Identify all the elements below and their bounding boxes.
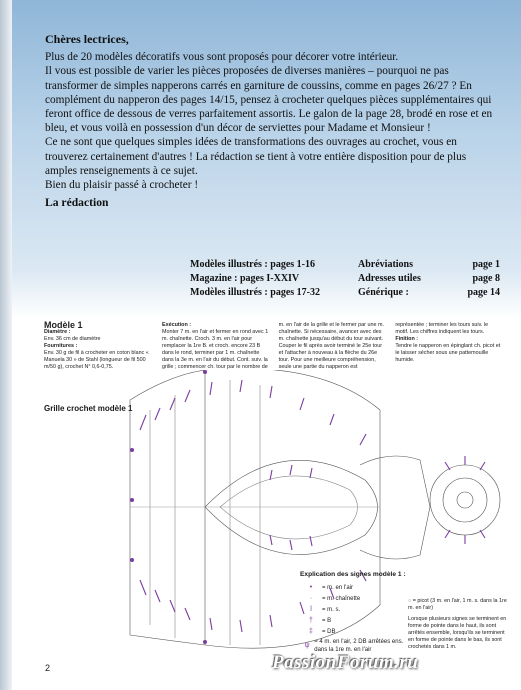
legend-text: = m. en l'air: [322, 584, 353, 591]
contents-section: Modèles illustrés : pages 1-16: [190, 259, 315, 270]
execution-label: Exécution :: [162, 322, 192, 328]
legend-item: [300, 626, 410, 637]
legend-item: [300, 604, 410, 615]
legend-text: = m. s.: [322, 606, 341, 613]
picot-note: [408, 598, 508, 612]
contents-topic: Adresses utiles: [358, 273, 421, 284]
slip-stitch-icon: ·: [309, 594, 313, 602]
symbol-legend: [300, 571, 410, 655]
cluster-icon: ψ: [304, 642, 310, 649]
legend-item: [300, 615, 410, 626]
watermark: PassionForum.ru: [272, 652, 419, 673]
diameter-value: Env. 36 cm de diamètre: [44, 336, 101, 342]
contents-page: page 8: [472, 273, 500, 284]
contents-topic: Générique :: [358, 287, 409, 298]
letter-paragraph: Il vous est possible de varier les pièces proposées de diverses manières – pourquoi ne pas transformer de simples napperons carrés en garniture de coussins, comme en pages 26/27 ? En complément du napperon des pages 14/15, pensez à crocheter quelques pièces supplémentaires qui feront office de dessous de verres parfaitement assortis. Le galon de la page 28, brodé en rose et en bleu, et vous voilà en possession d'un décor de serviettes pour Madame et Monsieur !: [45, 65, 493, 135]
triple-crochet-icon: ‡: [309, 627, 313, 635]
diagram-outline: [130, 370, 205, 645]
page-edge: [0, 0, 12, 690]
diameter-label: Diamètre :: [44, 329, 71, 335]
letter-greeting: Chères lectrices,: [45, 32, 129, 46]
execution-text: Monter 7 m. en l'air et fermer en rond avec 1 m. chaînette. Croch. 3 m. en l'air pour remplacer la 1re B. et croch. encore 23 B dans le rond, terminer par 1 m. chaînette dans la 3e m. en l'air du début. Cont. suiv. la grille ; commencer ch. tour par le nombre de m. en l'air de la grille et le fermer par une m. chaînette. Si nécessaire, avancer avec des m. chaînette jusqu'au début du tour suivant. Couper le fil après avoir terminé le 25e tour et l'attacher à nouveau à la flèche du 26e tour. Pour une meilleure compréhension, seule une partie du napperon est représentée ; terminer les tours suiv. le motif. Les chiffres indiquent les tours.: [162, 322, 489, 370]
contents-section: Magazine : pages I-XXIV: [190, 273, 300, 284]
picot-text: = picot (3 m. en l'air, 1 m. s. dans la 1re m. en l'air): [408, 598, 507, 611]
pointe-note: Lorsque plusieurs signes se terminent en forme de pointe dans le haut, ils sont arrêtés ensemble, lorsqu'ils se terminent en forme de pointe dans le bas, ils sont crochetés dans 1 m.: [408, 616, 507, 650]
contents-topic: Abréviations: [358, 259, 413, 270]
legend-notes: [408, 598, 508, 651]
materials-column: [44, 322, 152, 371]
letter-paragraph: Ce ne sont que quelques simples idées de transformations des ouvrages au crochet, vous en trouverez certainement d'autres ! La rédaction se tient à votre entière disposition pour de plus amples renseignements à ce sujet.: [45, 136, 467, 177]
letter-signoff: La rédaction: [45, 196, 109, 210]
contents-section: Modèles illustrés : pages 17-32: [190, 287, 320, 298]
legend-text: = m. chaînette: [322, 595, 361, 602]
supplies-label: Fournitures :: [44, 343, 78, 349]
legend-item: [300, 582, 410, 593]
contents-page: page 1: [472, 259, 500, 270]
model-title: Modèle 1: [44, 320, 83, 330]
contents-row: [190, 287, 500, 301]
supplies-value: Env. 30 g de fil à crocheter en coton blanc « Manuela 30 » de Stahl (longueur de fil 500 m/50 g), crochet N° 0,6-0,75.: [44, 350, 149, 370]
contents-row: [190, 259, 500, 273]
contents-page: page 14: [467, 287, 500, 298]
legend-text: = 4 m. en l'air, 2 DB arrêtées ens. dans la 1re m. en l'air: [314, 639, 404, 653]
page-number: 2: [45, 663, 51, 673]
editorial-letter: [45, 32, 495, 210]
finishing-text: Tendre le napperon en épinglant ch. picot et le laisser sécher sous une pattemouille humide.: [395, 343, 501, 363]
picot-icon: ○: [408, 598, 412, 604]
contents-row: [190, 273, 500, 287]
single-crochet-icon: ǀ: [310, 605, 312, 613]
legend-title: Explication des signes modèle 1 :: [300, 571, 406, 578]
finishing-label: Finition :: [395, 336, 419, 342]
chart-caption: Grille crochet modèle 1: [44, 404, 133, 413]
legend-text: = DB: [322, 628, 336, 635]
legend-text: = B: [322, 617, 332, 624]
letter-paragraph: Plus de 20 modèles décoratifs vous sont proposés pour décorer votre intérieur.: [45, 51, 399, 64]
letter-paragraph: Bien du plaisir passé à crocheter !: [45, 179, 199, 192]
chain-stitch-icon: •: [309, 583, 313, 591]
legend-item: [300, 593, 410, 604]
double-crochet-icon: †: [309, 616, 313, 624]
instructions-columns: [162, 322, 502, 372]
contents-table: [190, 259, 500, 301]
